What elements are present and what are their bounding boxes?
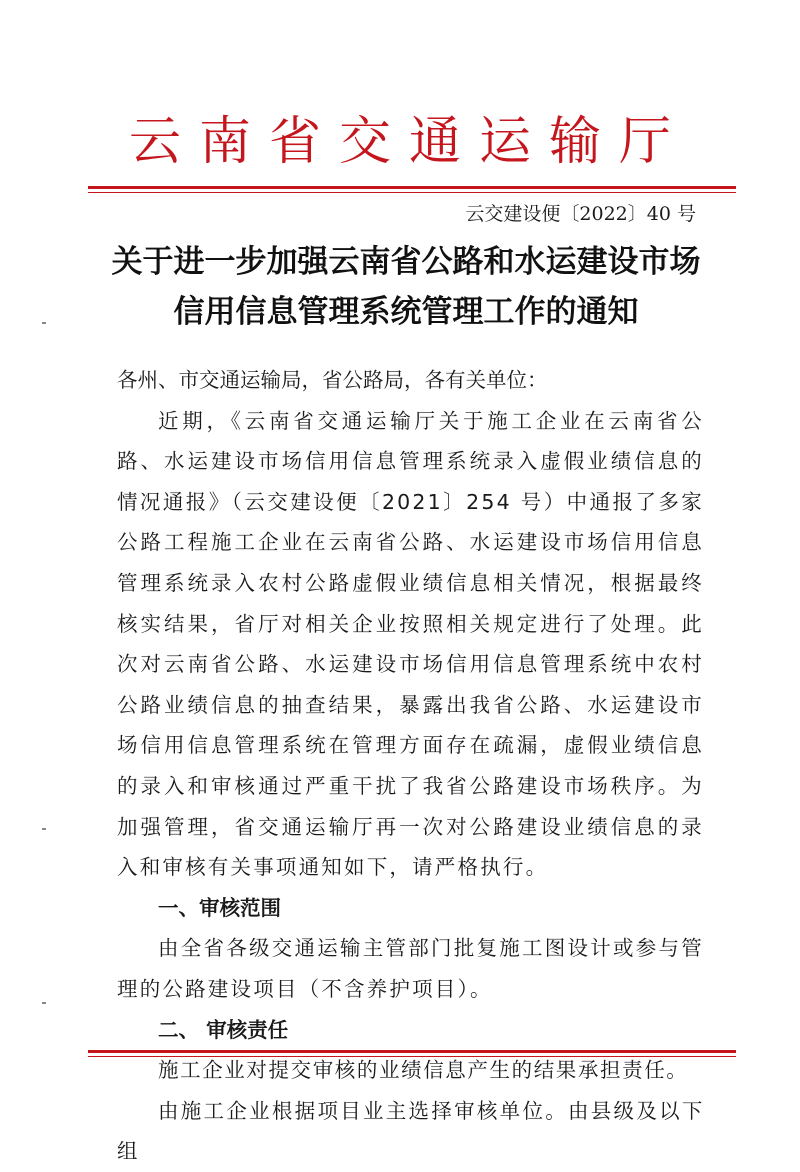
section-1-text: 由全省各级交通运输主管部门批复施工图设计或参与管理的公路建设项目（不含养护项目）。	[117, 936, 704, 1001]
document-number: 云交建设便〔2022〕40 号	[465, 203, 696, 225]
document-title	[88, 237, 724, 337]
section-2-text-1: 施工企业对提交审核的业绩信息产生的结果承担责任。	[158, 1058, 689, 1083]
header-red-rule-thin	[88, 192, 736, 193]
footer-red-rule-thin	[88, 1056, 736, 1057]
binding-hole-mark	[42, 1002, 46, 1004]
binding-hole-mark	[42, 828, 46, 830]
section-2-heading: 二、 审核责任	[158, 1017, 289, 1042]
title-line-1: 关于进一步加强云南省公路和水运建设市场	[111, 244, 701, 280]
section-2-text-2: 由施工企业根据项目业主选择审核单位。由县级及以下组	[117, 1098, 704, 1164]
title-line-2: 信用信息管理系统管理工作的通知	[173, 294, 639, 330]
intro-paragraph: 近期，《云南省交通运输厅关于施工企业在云南省公路、水运建设市场信用信息管理系统录入虚假业绩信息的情况通报》（云交建设便〔2021〕254 号）中通报了多家公路工程施工企业在云南省公路、水运建设市场信用信息管理系统录入农村公路虚假业绩信息相关情况，根据最终核实结果，省厅对相关企业按照相关规定进行了处理。此次对云南省公路、水运建设市场信用信息管理系统中农村公路业绩信息的抽查结果，暴露出我省公路、水运建设市场信用信息管理系统在管理方面存在疏漏，虚假业绩信息的录入和审核通过严重干扰了我省公路建设市场秩序。为加强管理，省交通运输厅再一次对公路建设业绩信息的录入和审核有关事项通知如下，请严格执行。	[117, 408, 704, 880]
footer-red-rule	[88, 1050, 736, 1053]
salutation: 各州、市交通运输局，省公路局，各有关单位：	[117, 368, 548, 392]
header-red-rule	[88, 186, 736, 189]
section-1-heading: 一、审核范围	[158, 895, 281, 920]
organization-header: 云南省交通运输厅	[128, 112, 689, 172]
binding-hole-mark	[42, 322, 46, 324]
